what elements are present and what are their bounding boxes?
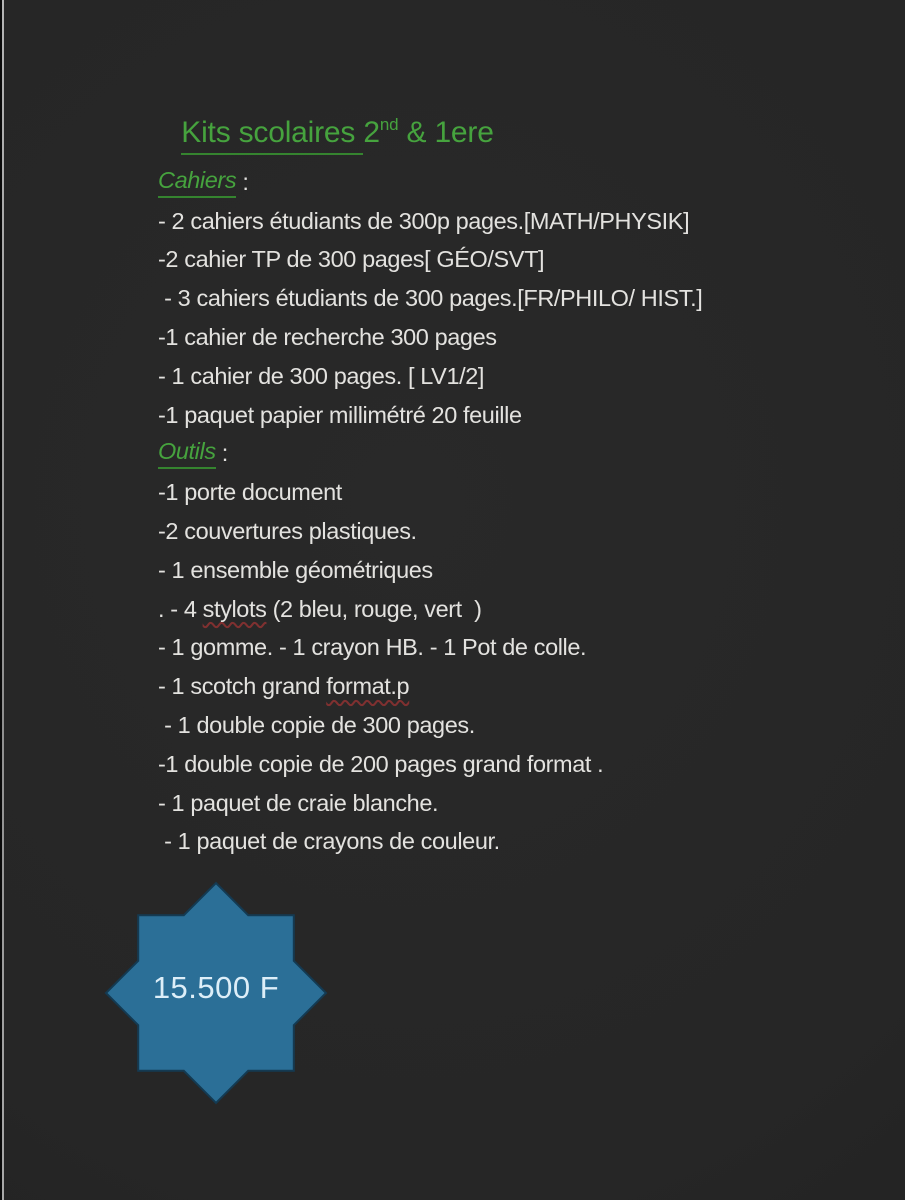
list-item-text: - 1 ensemble géométriques — [158, 556, 433, 583]
list-item — [158, 241, 868, 280]
list-item-text: -1 cahier de recherche 300 pages — [158, 324, 497, 351]
screen-edge-highlight — [2, 0, 4, 1200]
list-item-text: - 1 paquet de craie blanche. — [158, 789, 439, 816]
list-item — [158, 784, 868, 823]
supply-list — [158, 163, 868, 861]
list-item — [158, 279, 868, 318]
price-badge — [101, 878, 331, 1108]
list-item — [158, 512, 868, 551]
title-grade-number: 2 — [363, 116, 380, 149]
section-heading-label: Outils — [158, 438, 216, 469]
page-title — [165, 82, 494, 150]
section-heading-label: Cahiers — [158, 167, 236, 198]
price-label: 15.500 F — [152, 970, 280, 1005]
section-heading-cahiers — [158, 163, 868, 202]
list-item — [158, 590, 868, 629]
list-item — [158, 745, 868, 784]
list-item-text: - 1 gomme. - 1 crayon HB. - 1 Pot de colle. — [158, 634, 587, 661]
list-item-text: . - 4 — [158, 595, 203, 622]
misspelled-word: stylots — [202, 595, 267, 622]
section-heading-outils — [158, 435, 868, 474]
list-item — [158, 396, 868, 435]
title-underlined-text: Kits scolaires — [181, 116, 363, 155]
list-item-text: -2 cahier TP de 300 pages[ GÉO/SVT] — [158, 246, 545, 273]
list-item-text: - 3 cahiers étudiants de 300 pages.[FR/PHILO/ HIST.] — [158, 285, 703, 312]
list-item-text: - 1 paquet de crayons de couleur. — [158, 828, 500, 855]
list-item-text: - 1 cahier de 300 pages. [ LV1/2] — [158, 362, 485, 389]
list-item-text: -1 paquet papier millimétré 20 feuille — [158, 401, 522, 428]
list-item-text: -1 double copie de 200 pages grand format . — [158, 750, 604, 777]
list-item — [158, 823, 868, 862]
list-item — [158, 629, 868, 668]
section-heading-colon: : — [236, 168, 249, 195]
title-rest: & 1ere — [398, 116, 494, 149]
list-item-text: - 1 double copie de 300 pages. — [158, 712, 475, 739]
list-item — [158, 706, 868, 745]
title-grade-superscript: nd — [379, 115, 399, 134]
list-item — [158, 318, 868, 357]
misspelled-word: format.p — [326, 673, 410, 700]
list-item-text: (2 bleu, rouge, vert ) — [266, 595, 482, 622]
list-item — [158, 357, 868, 396]
list-item-text: - 2 cahiers étudiants de 300p pages.[MATH/PHYSIK] — [158, 207, 690, 234]
list-item-text: -2 couvertures plastiques. — [158, 518, 417, 545]
list-item — [158, 667, 868, 706]
list-item — [158, 473, 868, 512]
list-item-text: - 1 scotch grand — [158, 673, 327, 700]
section-heading-colon: : — [215, 440, 228, 467]
list-item — [158, 202, 868, 241]
list-item-text: -1 porte document — [158, 479, 342, 506]
list-item — [158, 551, 868, 590]
